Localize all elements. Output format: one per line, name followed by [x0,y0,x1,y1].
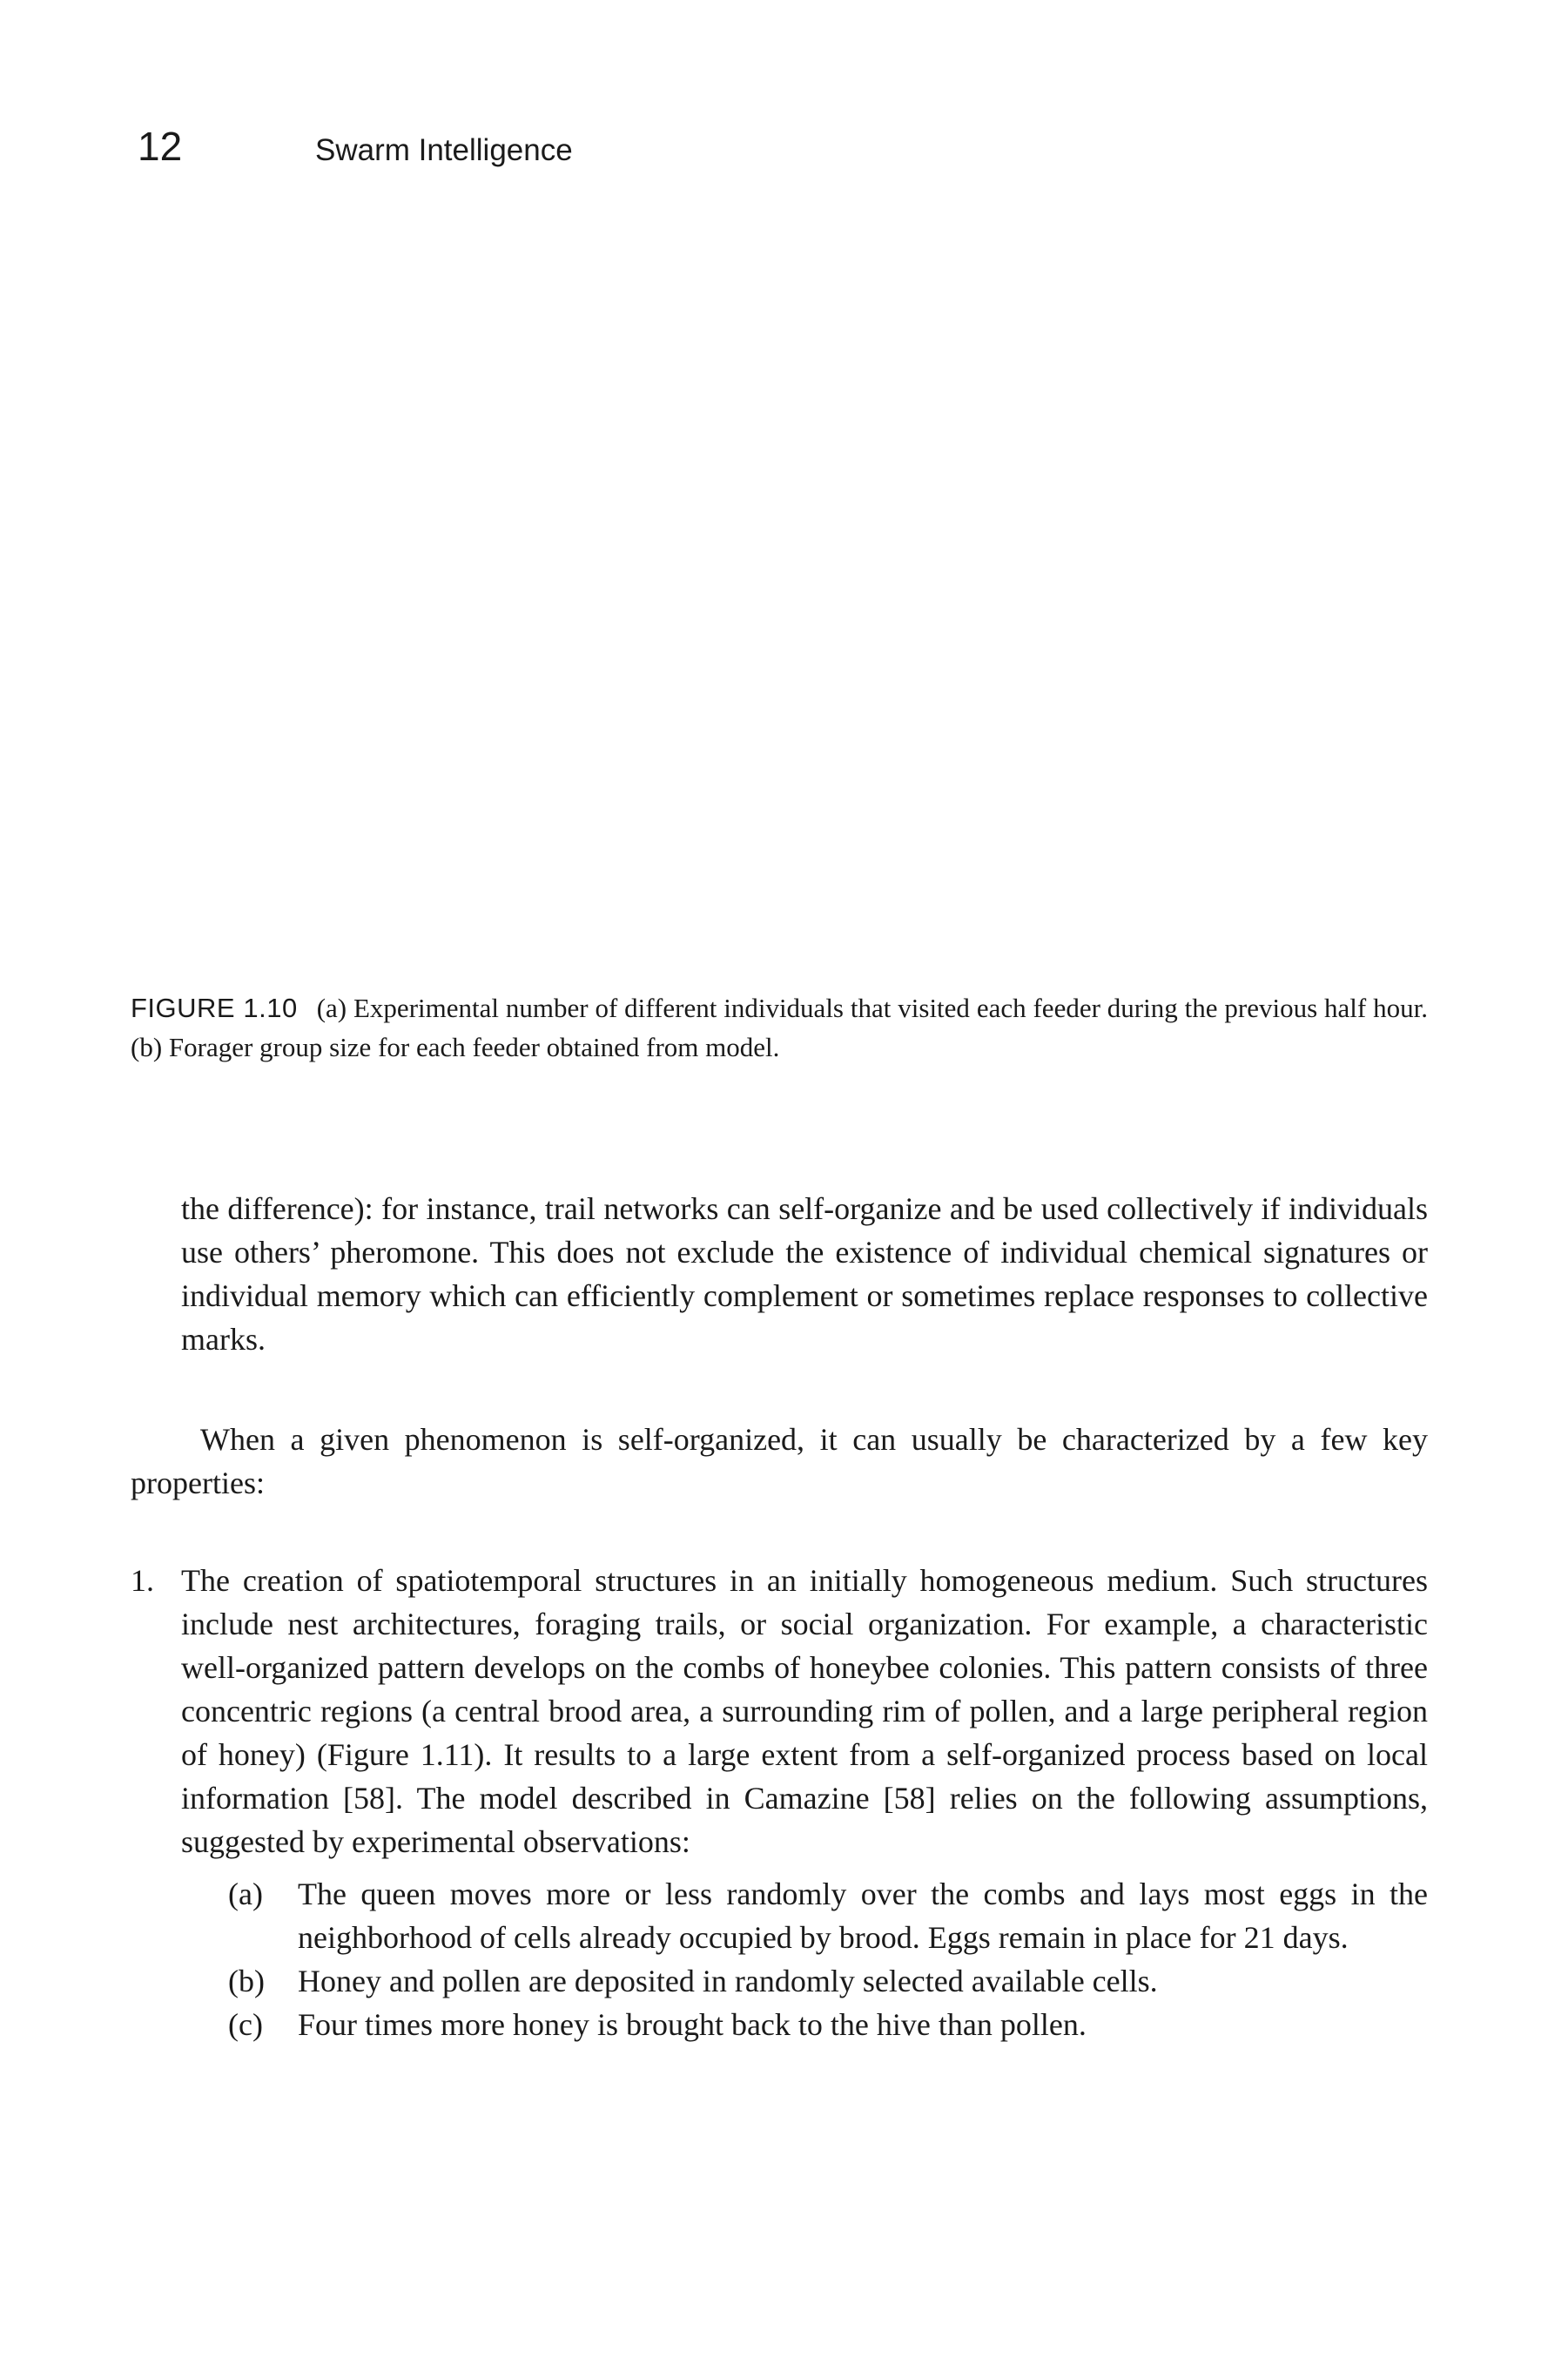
sublist [181,1872,1428,2046]
page-number: 12 [138,124,183,169]
list-item [131,1559,1428,2046]
sublist-item-text: The queen moves more or less randomly over the combs and lays most eggs in the neighborhood of cells already occupied by brood. Eggs remain in place for 21 days. [298,1877,1428,1955]
figure-placeholder [131,209,1437,967]
figure-caption [131,988,1428,1067]
running-head: Swarm Intelligence [315,133,573,167]
sublist-item [181,2003,1428,2046]
paragraph-continuation: the difference): for instance, trail networks can self-organize and be used collectively if individuals use others’ pheromone. This does not exclude the existence of individual chemical signatures or individual memory which can efficiently complement or sometimes replace responses to collective marks. [181,1191,1428,1357]
sublist-item [181,1959,1428,2003]
sublist-marker: (b) [228,1964,265,1998]
paragraph-key-properties: When a given phenomenon is self-organized, it can usually be characterized by a few key properties: [131,1422,1428,1500]
list-item-text: The creation of spatiotemporal structures in an initially homogeneous medium. Such structures include nest architectures, foraging trails, or social organization. For example, a characteristic well-organized pattern develops on the combs of honeybee colonies. This pattern consists of three concentric regions (a central brood area, a surrounding rim of pollen, and a large peripheral region of honey) (Figure 1.11). It results to a large extent from a self-organized process based on local information [58]. The model described in Camazine [58] relies on the following assumptions, suggested by experimental observations: [181,1563,1428,1859]
numbered-list [131,1559,1428,2046]
sublist-marker: (a) [228,1877,263,1911]
sublist-item-text: Honey and pollen are deposited in randomly selected available cells. [298,1964,1158,1998]
sublist-marker: (c) [228,2007,263,2042]
list-marker: 1. [131,1563,154,1598]
sublist-item [181,1872,1428,1959]
sublist-item-text: Four times more honey is brought back to the hive than pollen. [298,2007,1087,2042]
figure-caption-text: (a) Experimental number of different individuals that visited each feeder during the previous half hour. (b) Forager group size for each feeder obtained from model. [131,993,1428,1062]
figure-label: FIGURE 1.10 [131,993,298,1023]
